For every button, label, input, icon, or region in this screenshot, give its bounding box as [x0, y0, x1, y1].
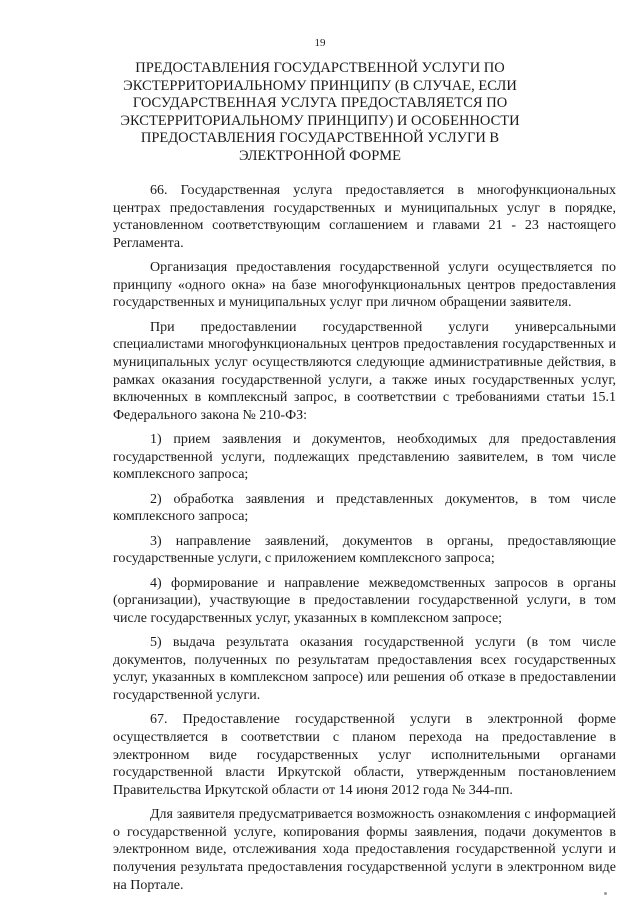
scan-speck — [604, 892, 607, 895]
paragraph-one-window: Организация предоставления государственной услуги осуществляется по принципу «одного окна» на базе многофункциональных центров предоставления государственных и муниципальных услуг при личном обращении заявителя. — [113, 260, 616, 311]
list-item-5: 5) выдача результата оказания государственной услуги (в том числе документов, полученных по результатам предоставления всех государственных услуг, указанных в комплексном запросе) или решения об отказе в предоставлении государственной услуги. — [113, 635, 616, 704]
list-item-1: 1) прием заявления и документов, необходимых для предоставления государственной услуги, подлежащих представлению заявителем, в том числе комплексного запроса; — [113, 432, 616, 483]
paragraph-66: 66. Государственная услуга предоставляется в многофункциональных центрах предоставления государственных и муниципальных услуг в порядке, установленном соответствующим соглашением и главами 21 - 23 настоящего Регламента. — [113, 183, 616, 251]
page-number: 19 — [314, 37, 326, 49]
document-body — [113, 182, 616, 894]
section-heading: ПРЕДОСТАВЛЕНИЯ ГОСУДАРСТВЕННОЙ УСЛУГИ ПО ЭКСТЕРРИТОРИАЛЬНОМУ ПРИНЦИПУ (В СЛУЧАЕ, ЕСЛИ ГОСУДАРСТВЕННАЯ УСЛУГА ПРЕДОСТАВЛЯЕТСЯ ПО ЭКСТЕРРИТОРИАЛЬНОМУ ПРИНЦИПУ) И ОСОБЕННОСТИ ПРЕДОСТАВЛЕНИЯ ГОСУДАРСТВЕННОЙ УСЛУГИ В ЭЛЕКТРОННОЙ ФОРМЕ — [120, 60, 520, 164]
list-item-3: 3) направление заявлений, документов в органы, предоставляющие государственные услуги, с приложением комплексного запроса; — [113, 533, 616, 567]
paragraph-67: 67. Предоставление государственной услуги в электронной форме осуществляется в соответствии с планом перехода на предоставление в электронном виде государственных услуг исполнительными органами государственной власти Иркутской области, утвержденным постановлением Правительства Иркутской области от 14 июня 2012 года № 344-пп. — [113, 712, 616, 798]
list-item-4: 4) формирование и направление межведомственных запросов в органы (организации), участвующие в предоставлении государственной услуги, в том числе государственных услуг, указанных в комплексном запросе; — [113, 575, 616, 626]
paragraph-mfc-actions: При предоставлении государственной услуги универсальными специалистами многофункциональных центров предоставления государственных и муниципальных услуг осуществляются следующие административные действия, в рамках оказания государственной услуги, а также иных государственных услуг, включенных в комплексный запрос, в соответствии с требованиями статьи 15.1 Федерального закона № 210-ФЗ: — [113, 319, 616, 423]
list-item-2: 2) обработка заявления и представленных документов, в том числе комплексного запроса; — [113, 491, 616, 525]
paragraph-applicant-options: Для заявителя предусматривается возможность ознакомления с информацией о государственной услуге, копирования формы заявления, подачи документов в электронном виде, отслеживания хода предоставления государственной услуги и получения результата предоставления государственной услуги в электронном виде на Портале. — [113, 807, 616, 893]
